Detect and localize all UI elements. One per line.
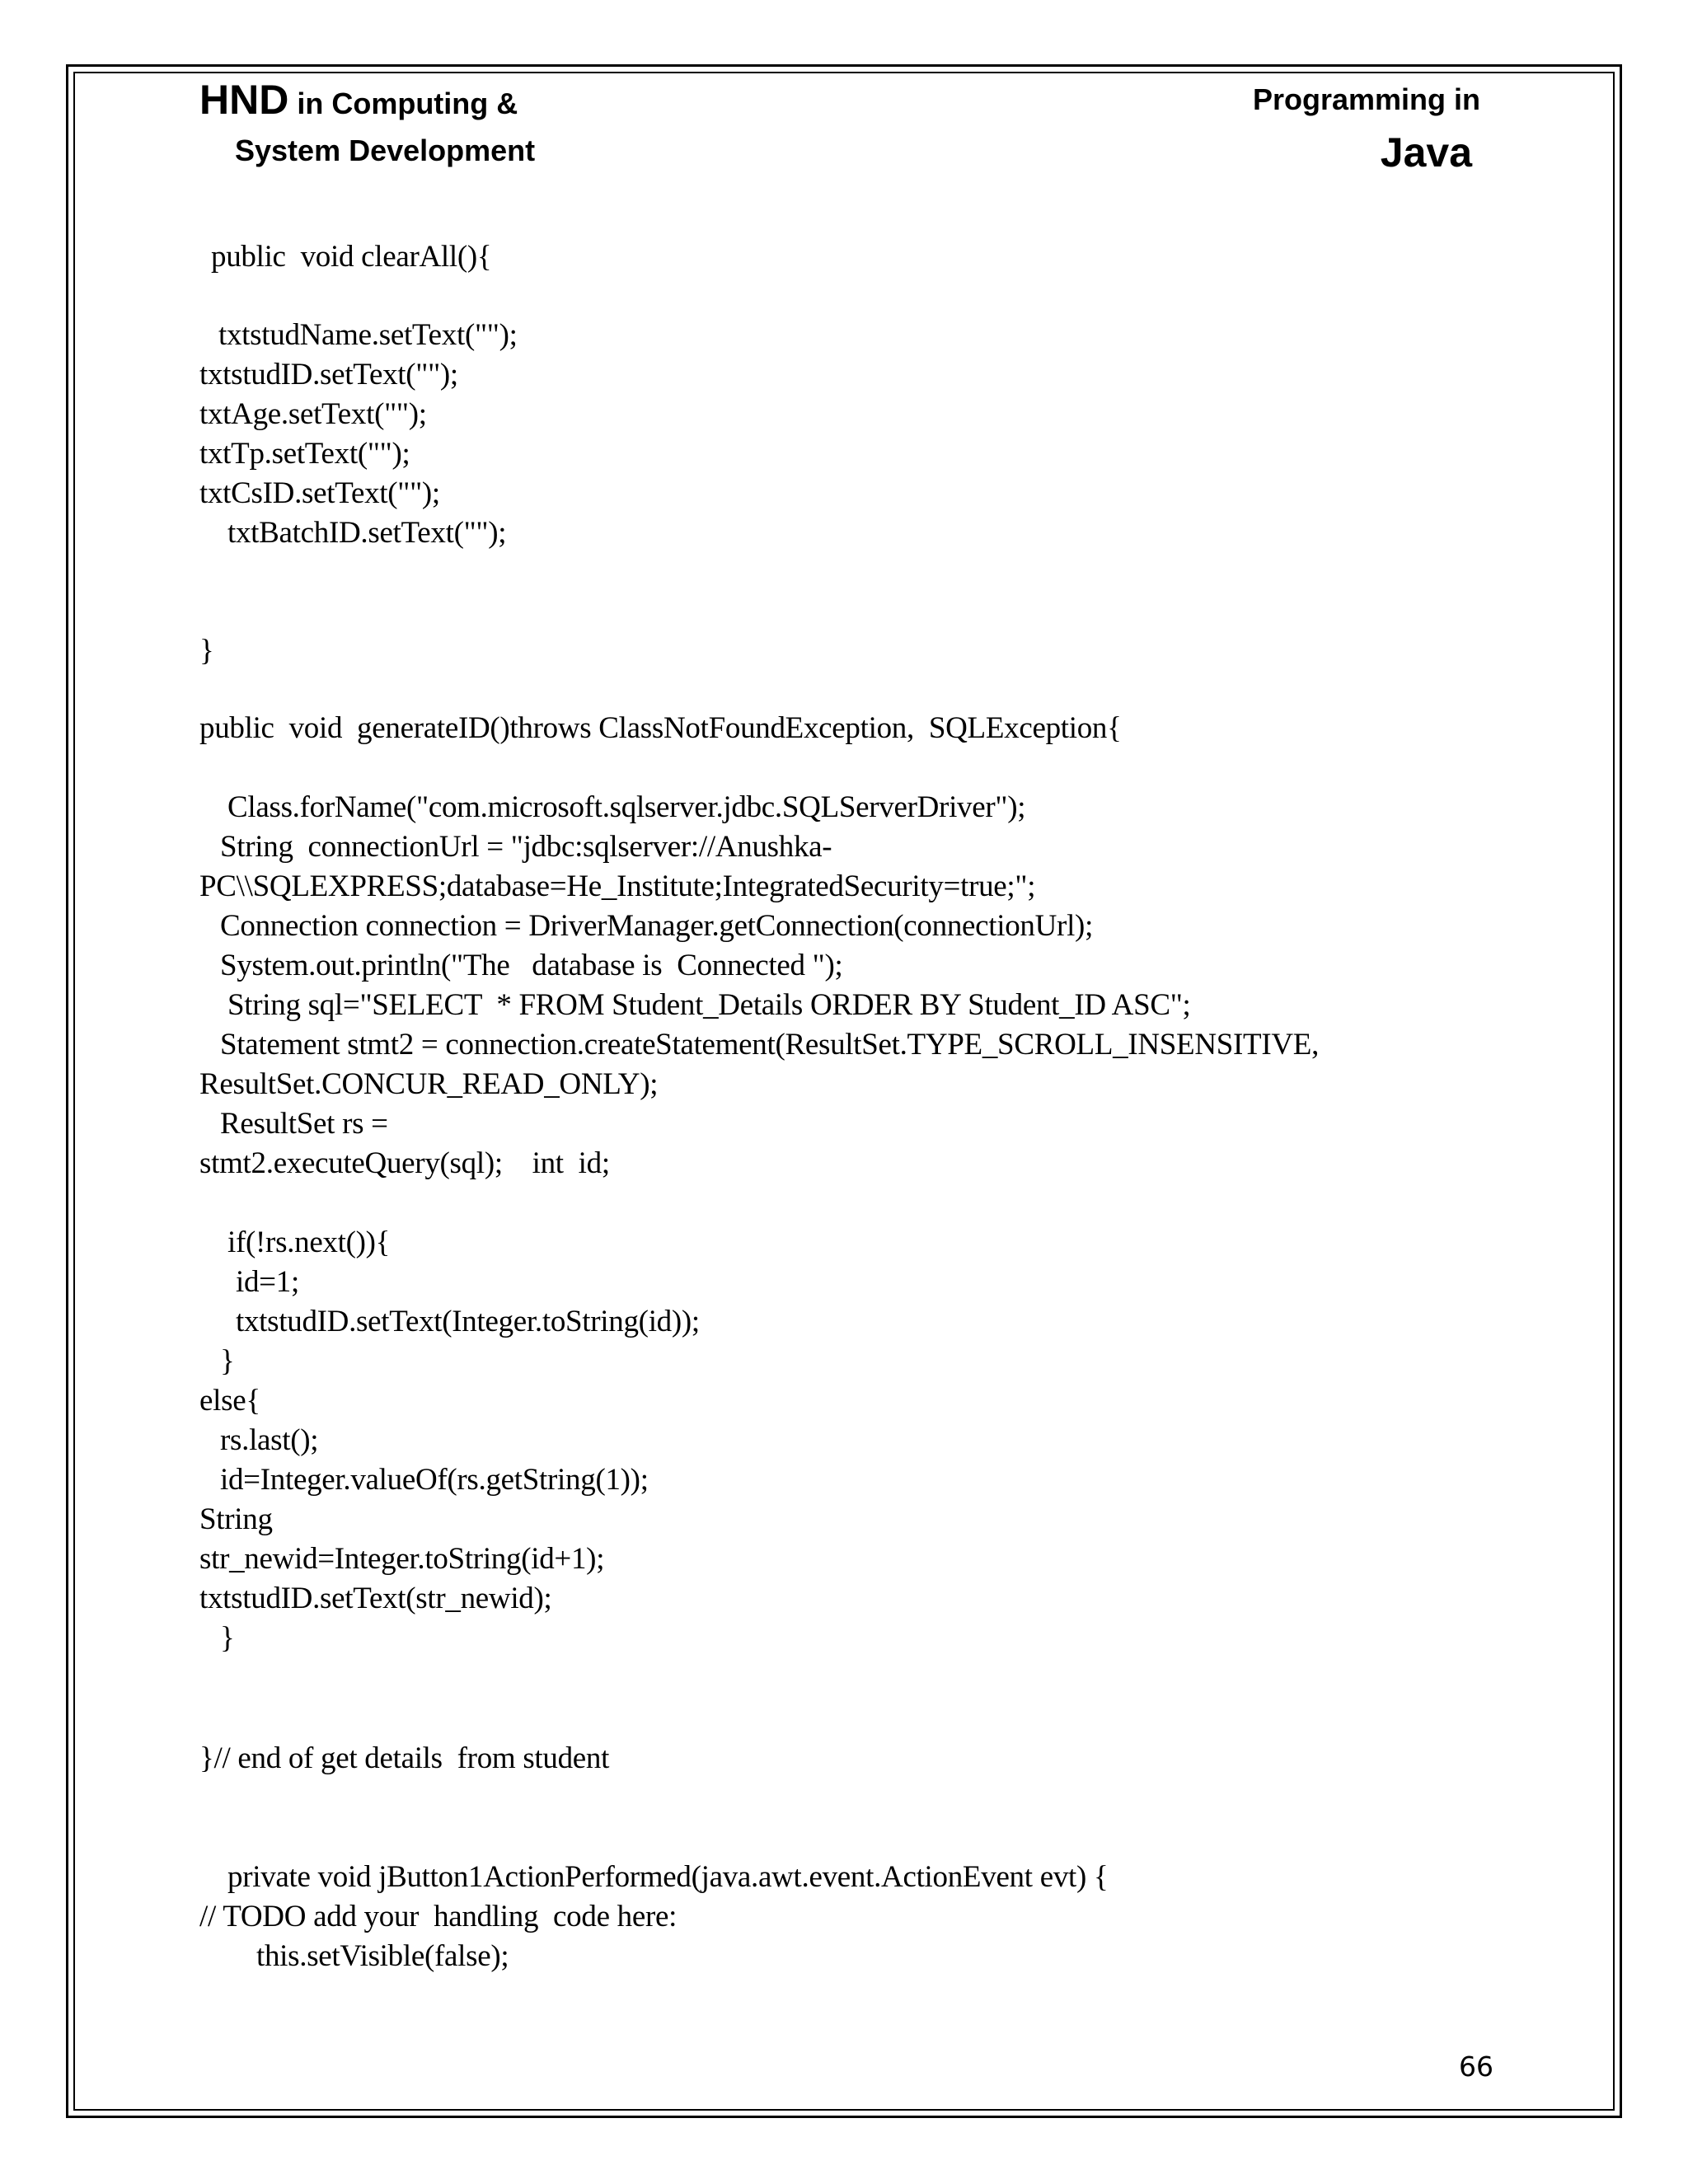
code-line: Connection connection = DriverManager.getConnection(connectionUrl);: [220, 909, 1094, 943]
code-line: }: [220, 1344, 235, 1378]
code-line: String sql="SELECT * FROM Student_Details ORDER BY Student_ID ASC";: [227, 988, 1191, 1022]
code-line: txtBatchID.setText("");: [227, 516, 507, 550]
code-line: System.out.println("The database is Connected ");: [220, 949, 843, 982]
code-line: Statement stmt2 = connection.createStatement(ResultSet.TYPE_SCROLL_INSENSITIVE,: [220, 1028, 1320, 1062]
code-line: rs.last();: [220, 1423, 319, 1457]
code-line: txtstudName.setText("");: [218, 318, 518, 352]
page-number: 66: [1459, 2050, 1493, 2083]
code-line: ResultSet rs =: [220, 1107, 388, 1141]
header-programming-in: Programming in: [1252, 82, 1480, 116]
code-line: public void generateID()throws ClassNotFoundException, SQLException{: [199, 711, 1122, 745]
code-line: }: [199, 634, 214, 668]
code-line: ResultSet.CONCUR_READ_ONLY);: [199, 1067, 659, 1101]
code-line: // TODO add your handling code here:: [199, 1900, 678, 1933]
code-line: txtAge.setText("");: [199, 397, 427, 431]
code-line: txtstudID.setText(Integer.toString(id));: [236, 1305, 700, 1338]
code-line: txtTp.setText("");: [199, 437, 410, 471]
code-line: Class.forName("com.microsoft.sqlserver.jdbc.SQLServerDriver");: [227, 790, 1026, 824]
header-java: Java: [1380, 129, 1472, 176]
code-line: }// end of get details from student: [199, 1741, 610, 1775]
code-line: txtstudID.setText(str_newid);: [199, 1582, 552, 1615]
code-line: this.setVisible(false);: [256, 1939, 509, 1973]
code-line: id=Integer.valueOf(rs.getString(1));: [220, 1463, 649, 1497]
code-line: PC\\SQLEXPRESS;database=He_Institute;IntegratedSecurity=true;";: [199, 869, 1036, 903]
code-line: txtCsID.setText("");: [199, 476, 440, 510]
header-hnd: HND: [199, 77, 289, 123]
code-line: String connectionUrl = "jdbc:sqlserver://Anushka-: [220, 830, 832, 864]
code-line: id=1;: [236, 1265, 299, 1299]
code-line: }: [220, 1621, 235, 1655]
header-in-computing: in Computing &: [288, 87, 518, 120]
header-course-title: [199, 76, 518, 124]
code-line: stmt2.executeQuery(sql); int id;: [199, 1146, 610, 1180]
code-line: str_newid=Integer.toString(id+1);: [199, 1542, 605, 1576]
code-line: String: [199, 1502, 273, 1536]
code-line: public void clearAll(){: [211, 240, 492, 274]
code-line: else{: [199, 1384, 260, 1418]
code-line: private void jButton1ActionPerformed(java.awt.event.ActionEvent evt) {: [227, 1860, 1109, 1894]
code-line: if(!rs.next()){: [227, 1226, 391, 1259]
code-line: txtstudID.setText("");: [199, 358, 458, 391]
header-system-development: System Development: [235, 134, 536, 167]
